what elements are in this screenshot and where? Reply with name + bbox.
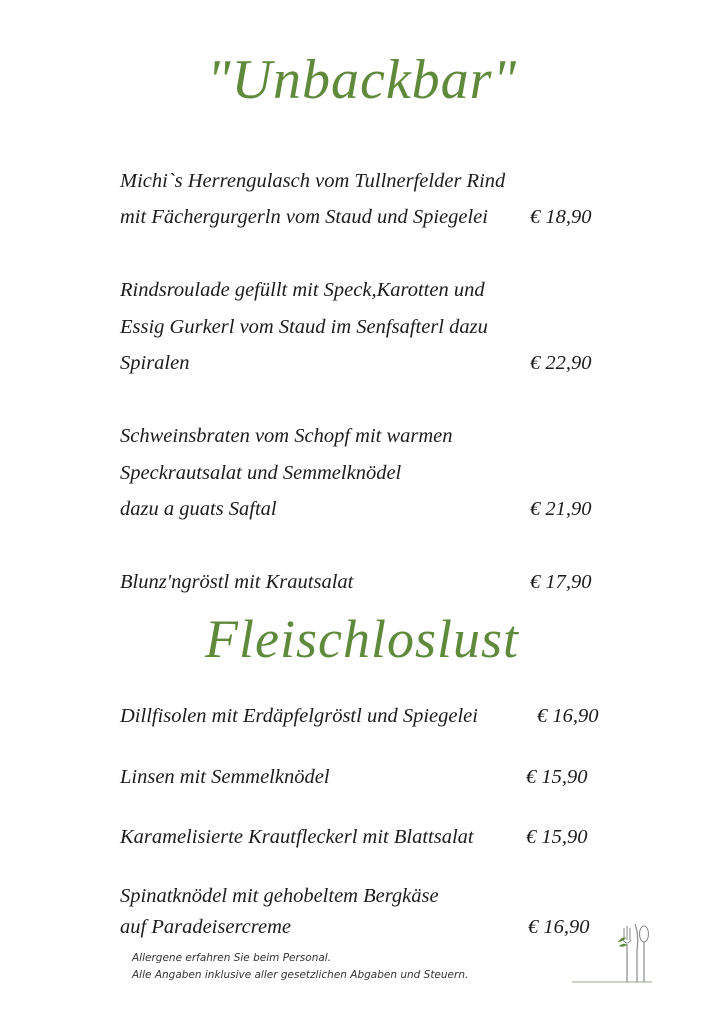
menu-item-line: Rindsroulade gefüllt mit Speck,Karotten und <box>120 279 485 301</box>
menu-item-line: Linsen mit Semmelknödel <box>120 766 330 788</box>
menu-item-line: Speckrautsalat und Semmelknödel <box>120 462 402 484</box>
cutlery-icon <box>572 920 654 986</box>
menu-item-price: € 16,90 <box>537 705 599 727</box>
menu-item-line: dazu a guats Saftal <box>120 498 277 520</box>
menu-item-line: Schweinsbraten vom Schopf mit warmen <box>120 425 453 447</box>
menu-item-line: Essig Gurkerl vom Staud im Senfsafterl dazu <box>120 316 488 338</box>
menu-item-price: € 21,90 <box>530 498 592 520</box>
menu-item-line: mit Fächergurgerln vom Staud und Spiegelei <box>120 206 488 228</box>
tax-note: Alle Angaben inklusive aller gesetzlichen Abgaben und Steuern. <box>132 969 469 981</box>
menu-item-line: Blunz'ngröstl mit Krautsalat <box>120 571 354 593</box>
allergen-note: Allergene erfahren Sie beim Personal. <box>132 952 332 964</box>
menu-item-price: € 16,90 <box>528 916 590 938</box>
menu-item-line: Michi`s Herrengulasch vom Tullnerfelder Rind <box>120 170 506 192</box>
section-title-fleischloslust: Fleischloslust <box>205 609 519 669</box>
menu-item-price: € 15,90 <box>526 766 588 788</box>
menu-item-line: Dillfisolen mit Erdäpfelgröstl und Spiegelei <box>120 705 478 727</box>
menu-item-price: € 17,90 <box>530 571 592 593</box>
section-title-unbackbar: "Unbackbar" <box>207 49 517 111</box>
menu-item-line: Spiralen <box>120 352 190 374</box>
menu-item-line: auf Paradeisercreme <box>120 916 291 938</box>
menu-item-line: Spinatknödel mit gehobeltem Bergkäse <box>120 885 439 907</box>
menu-item-price: € 15,90 <box>526 826 588 848</box>
menu-item-price: € 22,90 <box>530 352 592 374</box>
menu-item-line: Karamelisierte Krautfleckerl mit Blattsalat <box>120 826 474 848</box>
menu-item-price: € 18,90 <box>530 206 592 228</box>
